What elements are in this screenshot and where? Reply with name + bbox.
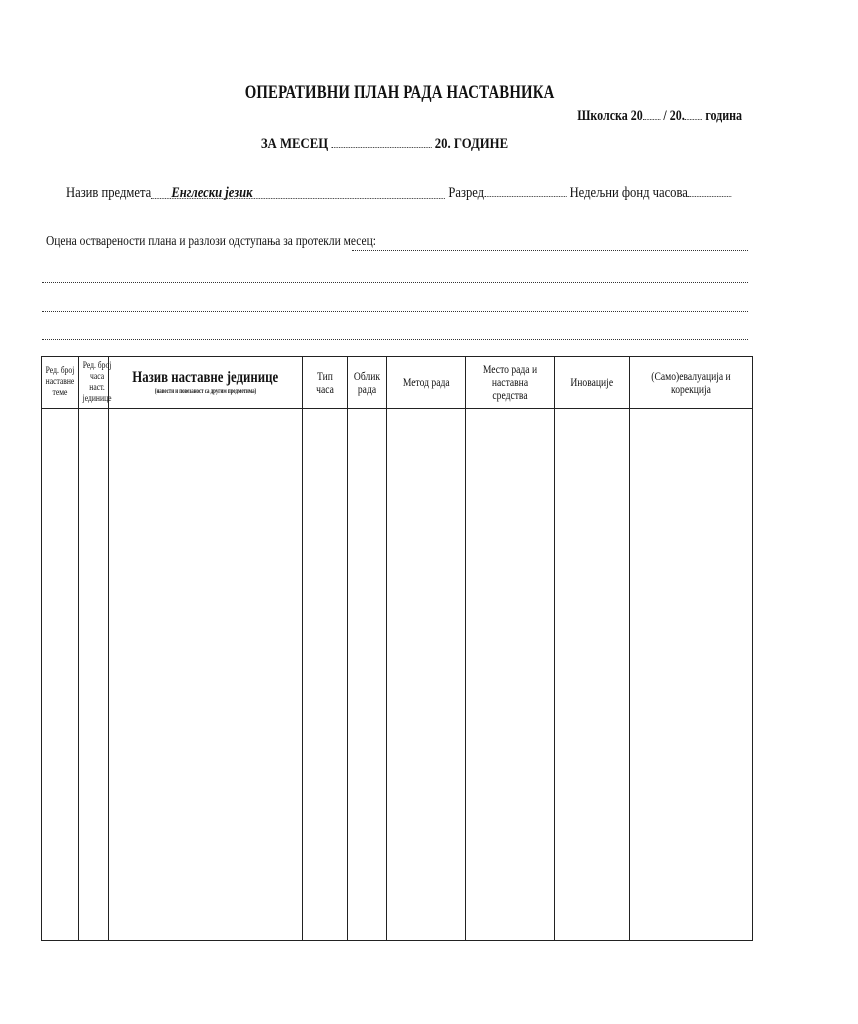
place-and-resources-cell[interactable]	[466, 409, 555, 941]
column-header-lesson-title: Назив наставне јединице (навести и повезаност са другим предметима)	[109, 357, 303, 409]
column-header-lesson-number: Ред. број часа наст. јединице	[79, 357, 109, 409]
school-year-prefix: Школска 20	[577, 108, 643, 124]
evaluation-label-line	[46, 234, 448, 250]
lesson-number-cell[interactable]	[79, 409, 109, 941]
weekly-hours-label: Недељни фонд часова	[569, 185, 688, 201]
school-year-middle: / 20.	[663, 108, 685, 124]
column-header-topic-number: Ред. број наставне теме	[42, 357, 79, 409]
table-header-row	[42, 357, 753, 409]
column-header-place-and-resources: Место рада и наставна средства	[466, 357, 555, 409]
weekly-hours-blank[interactable]	[688, 183, 732, 197]
month-year-label: 20. ГОДИНЕ	[434, 136, 508, 152]
column-header-innovations: Иновације	[555, 357, 630, 409]
school-year-suffix: година	[705, 108, 742, 124]
school-year-line	[536, 106, 742, 125]
column-header-self-evaluation: (Само)евалуација и корекција	[630, 357, 753, 409]
table-row	[42, 409, 753, 941]
subject-label: Назив предмета	[66, 185, 152, 201]
month-line	[0, 134, 768, 153]
topic-number-cell[interactable]	[42, 409, 79, 941]
work-form-cell[interactable]	[348, 409, 387, 941]
grade-blank[interactable]	[484, 183, 566, 197]
lesson-type-cell[interactable]	[303, 409, 348, 941]
lesson-plan-table	[41, 356, 753, 941]
school-year-start-blank[interactable]	[643, 106, 661, 120]
month-label: ЗА МЕСЕЦ	[260, 136, 328, 152]
document-title: ОПЕРАТИВНИ ПЛАН РАДА НАСТАВНИКА	[245, 82, 555, 103]
evaluation-blank-line-1[interactable]	[352, 250, 748, 251]
evaluation-label: Оцена остварености плана и разлози одступања за протекли месец:	[46, 234, 376, 249]
school-year-end-blank[interactable]	[685, 106, 703, 120]
lesson-title-cell[interactable]	[109, 409, 303, 941]
month-blank[interactable]	[331, 134, 431, 148]
evaluation-blank-line-3[interactable]	[42, 311, 748, 312]
evaluation-blank-line-4[interactable]	[42, 339, 748, 340]
innovations-cell[interactable]	[555, 409, 630, 941]
evaluation-blank-line-2[interactable]	[42, 282, 748, 283]
column-header-lesson-type: Тип часа	[303, 357, 348, 409]
column-header-work-method: Метод рада	[387, 357, 466, 409]
column-header-work-form: Облик рада	[348, 357, 387, 409]
subject-value: Енглески језик	[171, 185, 253, 201]
subject-line	[66, 183, 858, 202]
self-evaluation-cell[interactable]	[630, 409, 753, 941]
grade-label: Разред	[448, 185, 485, 201]
column-header-lesson-title-note: (навести и повезаност са другим предметима)	[154, 387, 257, 395]
subject-field[interactable]	[151, 185, 445, 199]
work-method-cell[interactable]	[387, 409, 466, 941]
